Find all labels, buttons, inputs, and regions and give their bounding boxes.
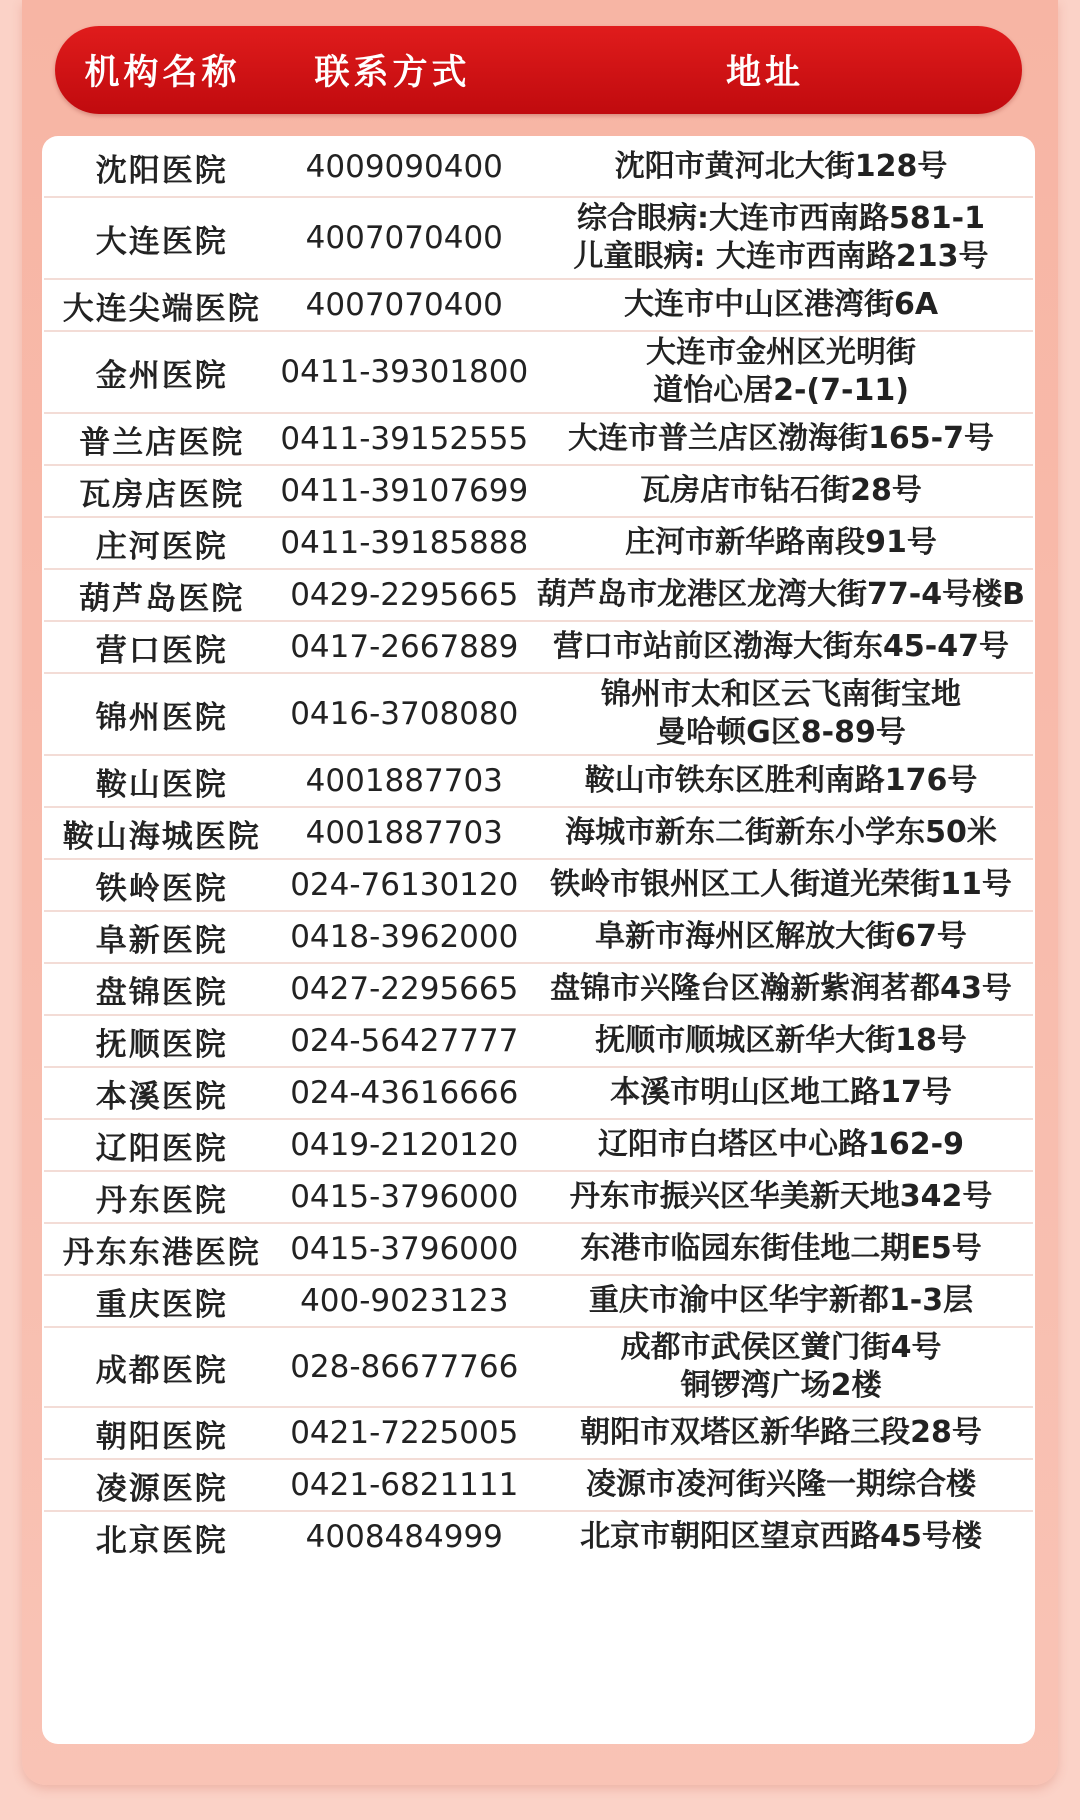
- table-row: [44, 198, 1033, 280]
- address-line: 本溪市明山区地工路17号: [610, 1075, 952, 1110]
- table-row: [44, 674, 1033, 756]
- header-contact: 联系方式: [314, 53, 471, 93]
- address: [529, 1022, 1033, 1060]
- institution-name: 锦州医院: [95, 699, 228, 736]
- address: [529, 970, 1033, 1008]
- institution-name: 阜新医院: [95, 922, 228, 959]
- table-row: [44, 138, 1033, 198]
- address-line: 瓦房店市钻石街28号: [640, 473, 922, 508]
- address-line: 辽阳市白塔区中心路162-9: [598, 1127, 964, 1162]
- table-row: [44, 1068, 1033, 1120]
- institution-name: 金州医院: [95, 357, 228, 394]
- institution-name: 营口医院: [95, 632, 228, 669]
- institution-name: 成都医院: [95, 1352, 228, 1389]
- institution-name: 沈阳医院: [95, 152, 228, 189]
- table-row: [44, 1016, 1033, 1068]
- contact-phone: 400-9023123: [300, 1283, 509, 1319]
- table-row: [44, 1328, 1033, 1408]
- address-line: 抚顺市顺城区新华大街18号: [595, 1023, 967, 1058]
- address-line: 凌源市凌河街兴隆一期综合楼: [586, 1467, 977, 1502]
- contact-phone: 0419-2120120: [290, 1127, 519, 1163]
- institution-name: 大连尖端医院: [62, 290, 261, 327]
- contact-phone: 4001887703: [305, 815, 503, 851]
- address: [529, 1126, 1033, 1164]
- table-row: [44, 1460, 1033, 1512]
- contact-phone: 0421-7225005: [290, 1415, 519, 1451]
- table-row: [44, 964, 1033, 1016]
- address: [529, 148, 1033, 186]
- contact-phone: 0429-2295665: [290, 577, 519, 613]
- address: [529, 334, 1033, 410]
- address: [529, 676, 1033, 752]
- contact-phone: 028-86677766: [290, 1349, 519, 1385]
- institution-name: 本溪医院: [95, 1078, 228, 1115]
- address: [529, 1518, 1033, 1556]
- address-line: 曼哈顿G区8-89号: [656, 715, 906, 750]
- table-row: [44, 1224, 1033, 1276]
- table-row: [44, 1276, 1033, 1328]
- address-line: 阜新市海州区解放大街67号: [595, 919, 967, 954]
- header-name: 机构名称: [84, 53, 241, 93]
- institution-name: 重庆医院: [95, 1286, 228, 1323]
- table-row: [44, 1408, 1033, 1460]
- institution-name: 朝阳医院: [95, 1418, 228, 1455]
- institution-name: 丹东东港医院: [62, 1234, 261, 1271]
- table-row: [44, 622, 1033, 674]
- table-row: [44, 414, 1033, 466]
- address: [529, 1466, 1033, 1504]
- address-line: 道怡心居2-(7-11): [653, 373, 909, 408]
- address-line: 朝阳市双塔区新华路三段28号: [580, 1415, 982, 1450]
- address-line: 北京市朝阳区望京西路45号楼: [580, 1519, 982, 1554]
- address: [529, 866, 1033, 904]
- address-line: 沈阳市黄河北大街128号: [614, 149, 948, 184]
- address-line: 盘锦市兴隆台区瀚新紫润茗都43号: [550, 971, 1012, 1006]
- address-line: 丹东市振兴区华美新天地342号: [569, 1179, 993, 1214]
- address: [529, 524, 1033, 562]
- address: [529, 472, 1033, 510]
- address-line: 大连市金州区光明街: [646, 335, 917, 370]
- institution-name: 盘锦医院: [95, 974, 228, 1011]
- header-address: 地址: [725, 53, 804, 93]
- address-line: 营口市站前区渤海大街东45-47号: [553, 629, 1009, 664]
- table-row: [44, 1512, 1033, 1562]
- table-row: [44, 570, 1033, 622]
- institution-name: 北京医院: [95, 1522, 228, 1559]
- table-row: [44, 1120, 1033, 1172]
- contact-phone: 0411-39301800: [280, 354, 529, 390]
- contact-phone: 0418-3962000: [290, 919, 519, 955]
- address-line: 大连市普兰店区渤海街165-7号: [568, 421, 994, 456]
- address: [529, 1230, 1033, 1268]
- address: [529, 1414, 1033, 1452]
- institution-name: 瓦房店医院: [79, 476, 245, 513]
- address-line: 庄河市新华路南段91号: [625, 525, 937, 560]
- table-row: [44, 332, 1033, 414]
- address-line: 儿童眼病: 大连市西南路213号: [573, 239, 989, 274]
- contact-phone: 4007070400: [305, 220, 503, 256]
- address-line: 大连市中山区港湾街6A: [623, 287, 939, 322]
- contact-phone: 0411-39152555: [280, 421, 529, 457]
- address-line: 综合眼病:大连市西南路581-1: [577, 201, 985, 236]
- contact-phone: 0421-6821111: [290, 1467, 519, 1503]
- institution-name: 鞍山海城医院: [62, 818, 261, 855]
- address: [529, 1282, 1033, 1320]
- contact-phone: 0415-3796000: [290, 1179, 519, 1215]
- contact-phone: 4007070400: [305, 287, 503, 323]
- contact-phone: 0411-39185888: [280, 525, 529, 561]
- address: [529, 1074, 1033, 1112]
- institution-name: 庄河医院: [95, 528, 228, 565]
- table-row: [44, 756, 1033, 808]
- hospital-table: [42, 136, 1035, 1744]
- address-line: 重庆市渝中区华宇新都1-3层: [588, 1283, 974, 1318]
- address: [529, 286, 1033, 324]
- contact-phone: 024-76130120: [290, 867, 519, 903]
- contact-phone: 0427-2295665: [290, 971, 519, 1007]
- address: [529, 1329, 1033, 1405]
- address-line: 锦州市太和区云飞南街宝地: [601, 677, 962, 712]
- institution-name: 铁岭医院: [95, 870, 228, 907]
- address-line: 铜锣湾广场2楼: [680, 1368, 882, 1403]
- table-row: [44, 466, 1033, 518]
- contact-phone: 4008484999: [305, 1519, 503, 1555]
- institution-name: 辽阳医院: [95, 1130, 228, 1167]
- address-line: 成都市武侯区黉门街4号: [620, 1330, 942, 1365]
- table-row: [44, 518, 1033, 570]
- table-row: [44, 280, 1033, 332]
- table-row: [44, 808, 1033, 860]
- address: [529, 628, 1033, 666]
- institution-name: 丹东医院: [95, 1182, 228, 1219]
- contact-phone: 0416-3708080: [290, 696, 519, 732]
- institution-name: 鞍山医院: [95, 766, 228, 803]
- contact-phone: 024-43616666: [290, 1075, 519, 1111]
- institution-name: 凌源医院: [95, 1470, 228, 1507]
- table-row: [44, 1172, 1033, 1224]
- address: [529, 814, 1033, 852]
- address: [529, 762, 1033, 800]
- address-line: 东港市临园东街佳地二期E5号: [580, 1231, 982, 1266]
- address-line: 海城市新东二街新东小学东50米: [565, 815, 997, 850]
- address: [529, 918, 1033, 956]
- address-line: 鞍山市铁东区胜利南路176号: [584, 763, 978, 798]
- address: [529, 420, 1033, 458]
- institution-name: 葫芦岛医院: [79, 580, 245, 617]
- address: [529, 576, 1033, 614]
- institution-name: 大连医院: [95, 223, 228, 260]
- contact-phone: 4001887703: [305, 763, 503, 799]
- table-row: [44, 860, 1033, 912]
- contact-phone: 0415-3796000: [290, 1231, 519, 1267]
- table-header: [55, 26, 1022, 114]
- table-row: [44, 912, 1033, 964]
- institution-name: 普兰店医院: [79, 424, 245, 461]
- address: [529, 200, 1033, 276]
- contact-phone: 0411-39107699: [280, 473, 529, 509]
- address: [529, 1178, 1033, 1216]
- institution-name: 抚顺医院: [95, 1026, 228, 1063]
- contact-phone: 024-56427777: [290, 1023, 519, 1059]
- contact-phone: 0417-2667889: [290, 629, 519, 665]
- contact-phone: 4009090400: [305, 149, 503, 185]
- address-line: 葫芦岛市龙港区龙湾大街77-4号楼B: [537, 577, 1025, 612]
- address-line: 铁岭市银州区工人街道光荣街11号: [550, 867, 1012, 902]
